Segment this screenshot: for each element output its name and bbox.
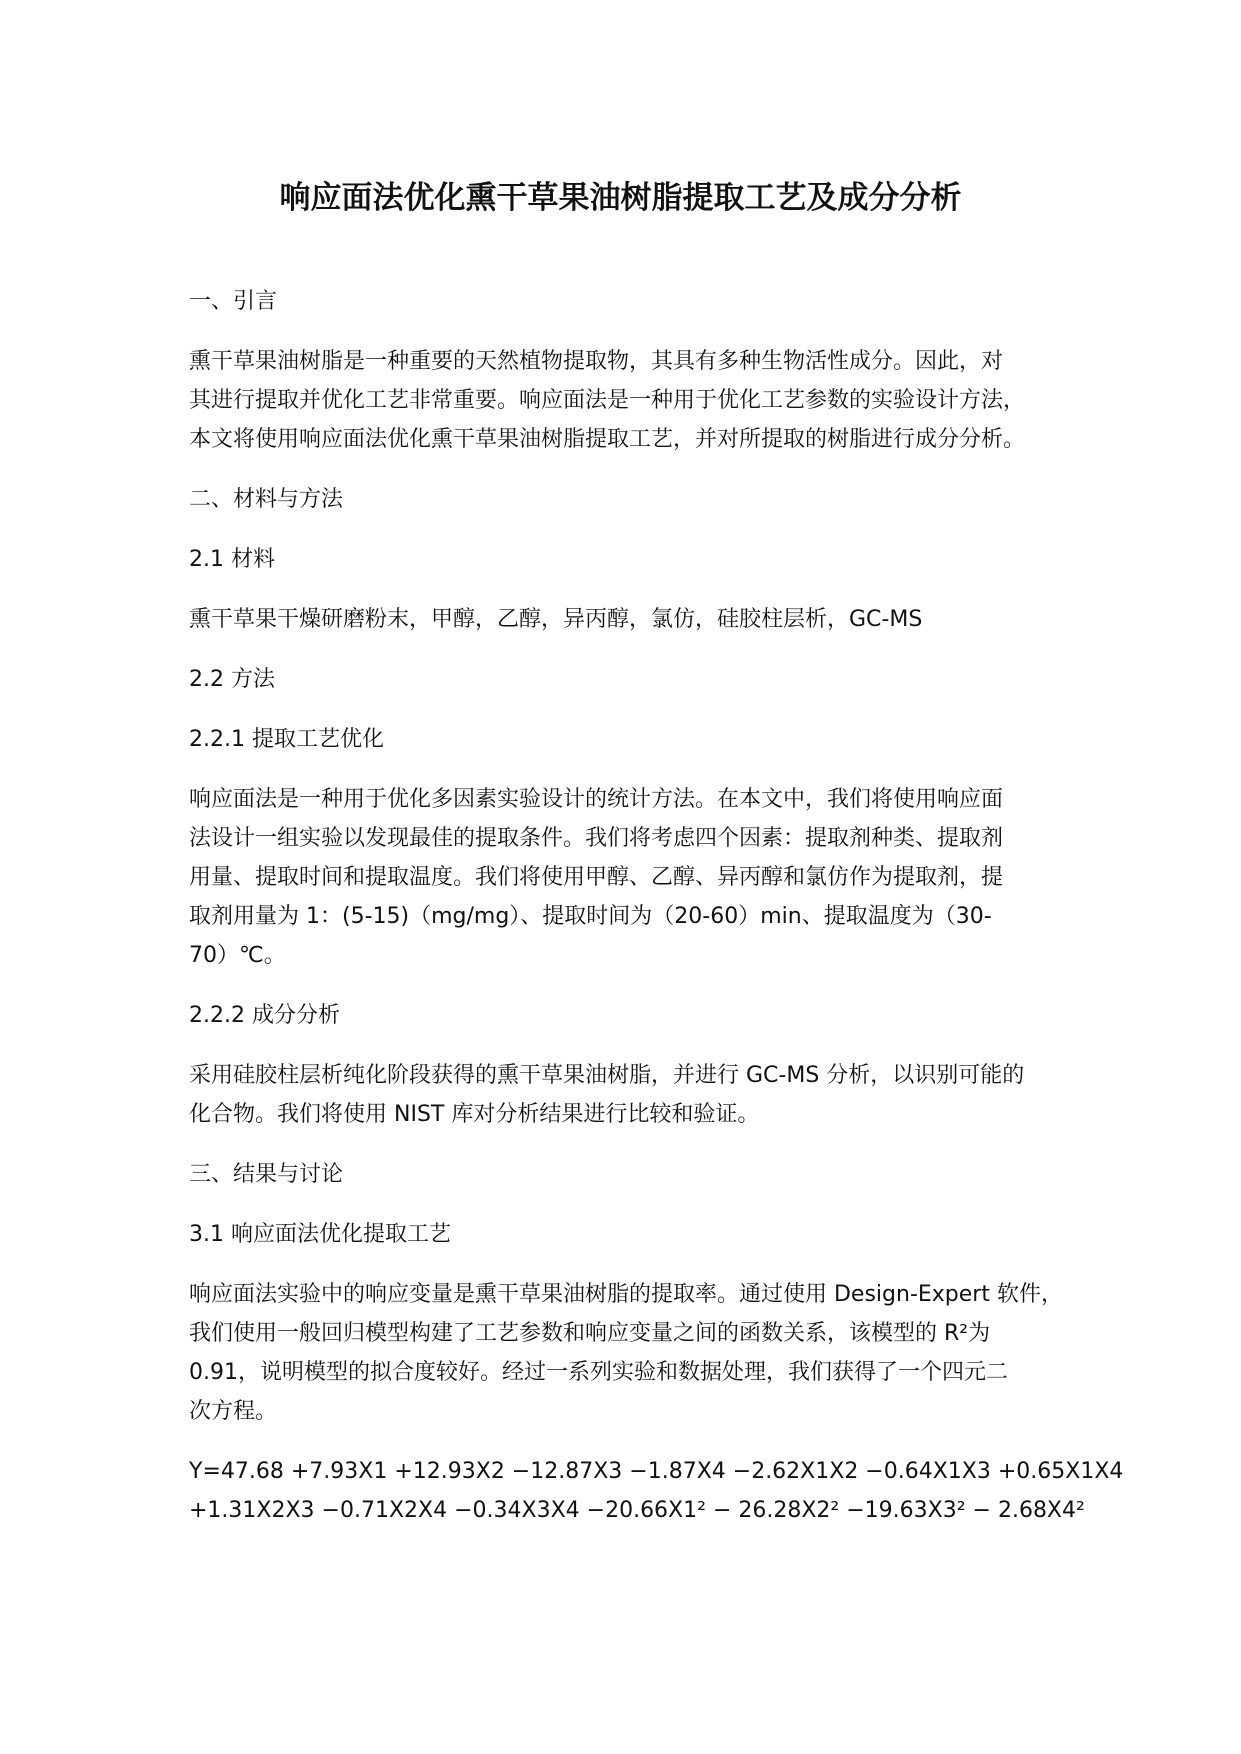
regression-equation [189,1452,1124,1530]
text-line: 次方程。 [189,1399,278,1424]
equation-line: +1.31X2X3 −0.71X2X4 −0.34X3X4 −20.66X1² − 26.28X2² −19.63X3² − 2.68X4² [189,1498,1085,1523]
text-line: 取剂用量为 1：(5-15)（mg/mg）、提取时间为（20-60）min、提取温度为（30- [189,904,992,929]
heading-extraction-optimization [189,720,1084,759]
text-line: 3.1 响应面法优化提取工艺 [189,1222,451,1247]
text-line: 2.2 方法 [189,667,275,692]
text-line: 化合物。我们将使用 NIST 库对分析结果进行比较和验证。 [189,1102,760,1127]
text-line: 法设计一组实验以发现最佳的提取条件。我们将考虑四个因素：提取剂种类、提取剂 [189,826,1004,851]
text-line: 0.91，说明模型的拟合度较好。经过一系列实验和数据处理，我们获得了一个四元二 [189,1360,1008,1385]
text-line: 二、材料与方法 [189,487,344,512]
heading-introduction [189,282,1084,321]
text-line: 2.2.1 提取工艺优化 [189,727,384,752]
text-line: 熏干草果干燥研磨粉末，甲醇，乙醇，异丙醇，氯仿，硅胶柱层析，GC-MS [189,607,923,632]
text-line: 响应面法实验中的响应变量是熏干草果油树脂的提取率。通过使用 Design-Expert 软件， [189,1282,1063,1307]
document-title: 响应面法优化熏干草果油树脂提取工艺及成分分析 [279,180,962,216]
heading-component-analysis [189,996,1084,1035]
text-line: 响应面法是一种用于优化多因素实验设计的统计方法。在本文中，我们将使用响应面 [189,787,1004,812]
text-line: 2.1 材料 [189,547,275,572]
document-body [189,282,1124,1551]
heading-results-discussion [189,1155,1084,1194]
paragraph-materials [189,600,1084,639]
text-line: 三、结果与讨论 [189,1162,344,1187]
text-line: 用量、提取时间和提取温度。我们将使用甲醇、乙醇、异丙醇和氯仿作为提取剂，提 [189,865,1004,890]
paragraph-component-analysis [189,1056,1084,1134]
heading-rsm-optimization [189,1215,1084,1254]
equation-line: Y=47.68 +7.93X1 +12.93X2 −12.87X3 −1.87X4 −2.62X1X2 −0.64X1X3 +0.65X1X4 [189,1459,1124,1484]
paragraph-introduction [189,342,1084,459]
text-line: 本文将使用响应面法优化熏干草果油树脂提取工艺，并对所提取的树脂进行成分分析。 [189,427,1026,452]
paragraph-rsm-results [189,1275,1084,1431]
text-line: 其进行提取并优化工艺非常重要。响应面法是一种用于优化工艺参数的实验设计方法， [189,388,1026,413]
text-line: 一、引言 [189,289,278,314]
text-line: 我们使用一般回归模型构建了工艺参数和响应变量之间的函数关系，该模型的 R²为 [189,1321,991,1346]
text-line: 2.2.2 成分分析 [189,1003,340,1028]
heading-materials [189,540,1084,579]
heading-methods [189,660,1084,699]
text-line: 70）℃。 [189,943,286,968]
text-line: 熏干草果油树脂是一种重要的天然植物提取物，其具有多种生物活性成分。因此，对 [189,349,1004,374]
text-line: 采用硅胶柱层析纯化阶段获得的熏干草果油树脂，并进行 GC-MS 分析，以识别可能的 [189,1063,1025,1088]
paragraph-extraction-optimization [189,780,1084,975]
heading-materials-methods [189,480,1084,519]
